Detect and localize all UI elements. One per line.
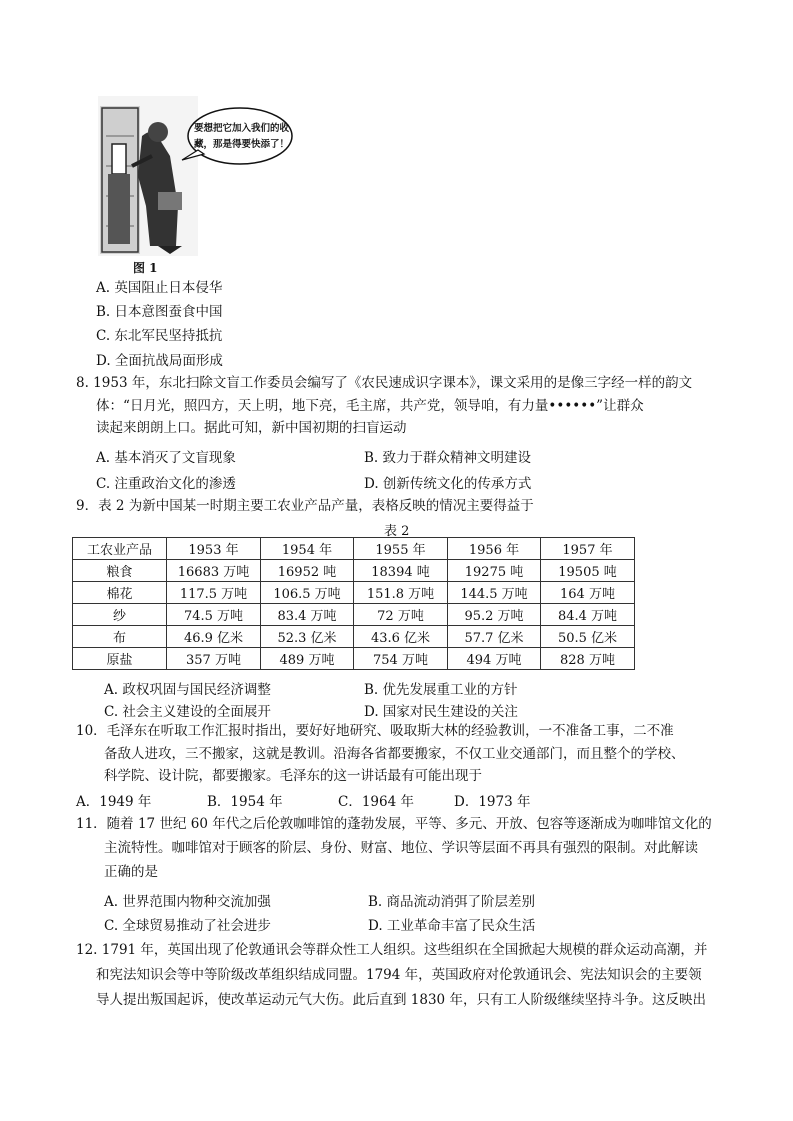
table-cell: 57.7 亿米 [448,626,541,648]
q11-stem-line-2: 主流特性。咖啡馆对于顾客的阶层、身份、财富、地位、学识等层面不再具有强烈的限制。对此解读 [104,840,698,856]
q7-option-a: A. 英国阻止日本侵华 [96,280,223,296]
q12-stem-line-1: 12. 1791 年，英国出现了伦敦通讯会等群众性工人组织。这些组织在全国掀起大规模的群众运动高潮，并 [76,942,708,958]
production-table [72,537,635,670]
q10-stem-line-2: 备敌人进攻，三不搬家，这就是教训。沿海各省都要搬家，不仅工业交通部门，而且整个的学校、 [104,746,685,762]
table-row [73,604,635,626]
table-cell: 117.5 万吨 [167,582,261,604]
table-cell: 50.5 亿米 [541,626,635,648]
table-cell: 46.9 亿米 [167,626,261,648]
q9-option-c: C. 社会主义建设的全面展开 [104,704,271,720]
q7-option-c: C. 东北军民坚持抵抗 [96,328,223,344]
q11-stem-line-3: 正确的是 [104,864,158,880]
table-cell: 494 万吨 [448,648,541,670]
header-cell: 1956 年 [448,538,541,560]
table-cell: 粮食 [73,560,167,582]
table-cell: 19505 吨 [541,560,635,582]
cartoon-figure [98,96,294,256]
table-cell: 95.2 万吨 [448,604,541,626]
table-row [73,582,635,604]
q10-stem-line-1: 10．毛泽东在听取工作汇报时指出，要好好地研究、吸取斯大林的经验教训，一不准备工事，二不准 [76,723,674,739]
table-cell: 72 万吨 [354,604,448,626]
q7-option-d: D. 全面抗战局面形成 [96,353,223,369]
q8-stem-line-3: 读起来朗朗上口。据此可知，新中国初期的扫盲运动 [96,420,407,436]
q10-option-d: D．1973 年 [454,794,531,810]
table-cell: 151.8 万吨 [354,582,448,604]
q8-stem-line-2: 体：“日月光，照四方，天上明，地下亮，毛主席，共产党，领导咱，有力量••••••”让群众 [96,398,644,414]
table-title: 表 2 [384,524,410,539]
table-cell: 52.3 亿米 [261,626,354,648]
table-cell: 106.5 万吨 [261,582,354,604]
table-cell: 16952 吨 [261,560,354,582]
table-cell: 棉花 [73,582,167,604]
table-row [73,626,635,648]
table-cell: 489 万吨 [261,648,354,670]
figure-caption: 图 1 [133,261,158,275]
table-cell: 43.6 亿米 [354,626,448,648]
speech-line-2: 藏，那是得要快添了！ [194,139,290,150]
q11-option-b: B. 商品流动消弭了阶层差别 [368,894,536,910]
q9-option-a: A. 政权巩固与国民经济调整 [104,682,271,698]
table-cell: 19275 吨 [448,560,541,582]
q10-stem-line-3: 科学院、设计院，都要搬家。毛泽东的这一讲话最有可能出现于 [104,768,482,784]
q9-stem: 9．表 2 为新中国某一时期主要工农业产品产量，表格反映的情况主要得益于 [76,498,534,514]
table-cell: 16683 万吨 [167,560,261,582]
q8-stem-line-1: 8. 1953 年，东北扫除文盲工作委员会编写了《农民速成识字课本》，课文采用的是像三字经一样的韵文 [76,375,693,391]
q12-stem-line-2: 和宪法知识会等中等阶级改革组织结成同盟。1794 年，英国政府对伦敦通讯会、宪法知识会的主要领 [96,967,702,983]
q11-stem-line-1: 11．随着 17 世纪 60 年代之后伦敦咖啡馆的蓬勃发展，平等、多元、开放、包容等逐渐成为咖啡馆文化的 [76,816,712,832]
table-cell: 18394 吨 [354,560,448,582]
table-cell: 144.5 万吨 [448,582,541,604]
q8-option-a: A. 基本消灭了文盲现象 [96,450,236,466]
q7-option-b: B. 日本意图蚕食中国 [96,304,223,320]
q8-option-d: D. 创新传统文化的传承方式 [364,476,532,492]
q11-option-c: C. 全球贸易推动了社会进步 [104,918,271,934]
table-cell: 74.5 万吨 [167,604,261,626]
table-cell: 828 万吨 [541,648,635,670]
table-cell: 83.4 万吨 [261,604,354,626]
header-cell: 1955 年 [354,538,448,560]
q8-option-c: C. 注重政治文化的渗透 [96,476,236,492]
q10-option-c: C．1964 年 [338,794,414,810]
table-cell: 357 万吨 [167,648,261,670]
table-cell: 84.4 万吨 [541,604,635,626]
table-cell: 布 [73,626,167,648]
table-cell: 164 万吨 [541,582,635,604]
q11-option-d: D. 工业革命丰富了民众生活 [368,918,536,934]
q10-option-a: A．1949 年 [76,794,152,810]
table-header-row [73,538,635,560]
table-cell: 754 万吨 [354,648,448,670]
header-cell: 1957 年 [541,538,635,560]
q12-stem-line-3: 导人提出叛国起诉，使改革运动元气大伤。此后直到 1830 年，只有工人阶级继续坚持斗争。这反映出 [96,992,706,1008]
header-cell: 工农业产品 [73,538,167,560]
q9-option-b: B. 优先发展重工业的方针 [364,682,518,698]
q10-option-b: B．1954 年 [207,794,283,810]
q9-option-d: D. 国家对民生建设的关注 [364,704,518,720]
table-cell: 纱 [73,604,167,626]
q11-option-a: A. 世界范围内物种交流加强 [104,894,271,910]
header-cell: 1954 年 [261,538,354,560]
table-cell: 原盐 [73,648,167,670]
table-row [73,648,635,670]
header-cell: 1953 年 [167,538,261,560]
speech-line-1: 要想把它加入我们的收 [194,123,290,134]
q8-option-b: B. 致力于群众精神文明建设 [364,450,532,466]
table-row [73,560,635,582]
